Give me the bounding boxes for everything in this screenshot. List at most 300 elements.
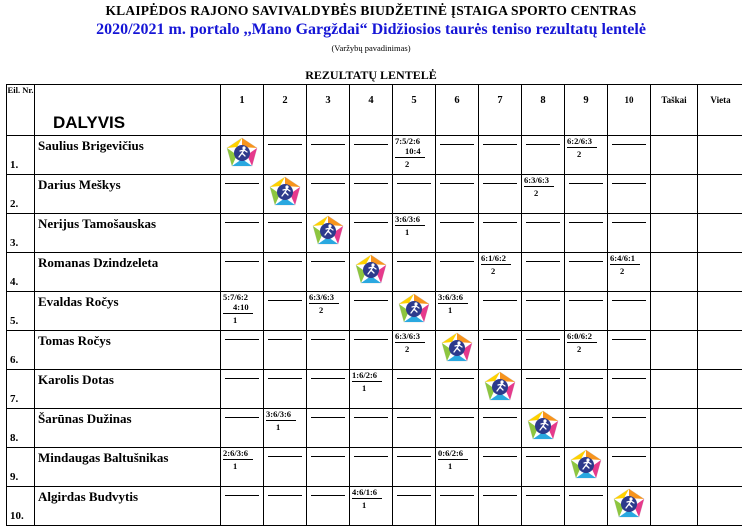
column-header-4: 4	[350, 85, 393, 136]
result-cell	[350, 253, 393, 292]
match-score	[481, 253, 511, 276]
match-score	[223, 448, 253, 471]
points-cell	[651, 331, 698, 370]
result-cell	[221, 409, 264, 448]
empty-dash	[268, 261, 302, 262]
result-cell	[479, 292, 522, 331]
result-cell	[565, 136, 608, 175]
result-cell	[264, 448, 307, 487]
place-cell	[698, 448, 742, 487]
participant-column-header: DALYVIS	[35, 85, 221, 136]
match-points: 1	[362, 500, 382, 510]
set-scores: 6:3/6:3	[309, 292, 339, 302]
result-cell	[393, 448, 436, 487]
match-score	[438, 292, 468, 315]
match-score	[352, 370, 382, 393]
participant-name: Šarūnas Dužinas	[35, 409, 221, 448]
empty-dash	[225, 495, 259, 496]
participant-name: Algirdas Budvytis	[35, 487, 221, 526]
empty-dash	[311, 417, 345, 418]
empty-dash	[225, 378, 259, 379]
empty-dash	[483, 417, 517, 418]
match-score	[223, 292, 253, 325]
result-cell	[221, 214, 264, 253]
result-cell	[522, 487, 565, 526]
results-table	[6, 84, 742, 526]
result-cell	[522, 292, 565, 331]
result-cell	[307, 175, 350, 214]
competition-title: 2020/2021 m. portalo ,,Mano Gargždai“ Didžiosios taurės teniso rezultatų lentelė	[0, 21, 742, 39]
points-cell	[651, 136, 698, 175]
empty-dash	[483, 144, 517, 145]
empty-dash	[397, 495, 431, 496]
table-row	[7, 136, 742, 175]
table-header-row	[7, 85, 742, 136]
set-scores: 3:6/3:6	[438, 292, 468, 302]
empty-dash	[268, 300, 302, 301]
result-cell	[393, 370, 436, 409]
table-row	[7, 331, 742, 370]
sports-center-logo-icon	[397, 293, 431, 325]
result-cell	[608, 370, 651, 409]
match-points: 2	[620, 266, 640, 276]
result-cell	[479, 136, 522, 175]
result-cell	[436, 448, 479, 487]
result-cell	[565, 448, 608, 487]
place-cell	[698, 409, 742, 448]
sports-center-logo-icon	[225, 137, 259, 169]
sports-center-logo-icon	[569, 449, 603, 481]
place-cell	[698, 292, 742, 331]
result-cell	[565, 331, 608, 370]
match-points: 2	[405, 159, 425, 169]
column-header-8: 8	[522, 85, 565, 136]
empty-dash	[440, 261, 474, 262]
table-row	[7, 487, 742, 526]
empty-dash	[526, 144, 560, 145]
score-divider	[610, 264, 640, 265]
organization-title: KLAIPĖDOS RAJONO SAVIVALDYBĖS BIUDŽETINĖ ĮSTAIGA SPORTO CENTRAS	[0, 3, 742, 19]
result-cell	[436, 370, 479, 409]
empty-dash	[569, 417, 603, 418]
row-number: 3.	[7, 214, 35, 253]
result-cell	[479, 409, 522, 448]
empty-dash	[225, 222, 259, 223]
participant-name: Tomas Ročys	[35, 331, 221, 370]
match-points: 2	[405, 344, 425, 354]
empty-dash	[397, 378, 431, 379]
result-cell	[608, 136, 651, 175]
empty-dash	[311, 339, 345, 340]
results-table-title: REZULTATŲ LENTELĖ	[0, 68, 742, 83]
score-divider	[524, 186, 554, 187]
result-cell	[264, 370, 307, 409]
result-cell	[565, 409, 608, 448]
sports-center-logo-icon	[354, 254, 388, 286]
result-cell	[264, 214, 307, 253]
empty-dash	[526, 456, 560, 457]
result-cell	[479, 214, 522, 253]
result-cell	[608, 448, 651, 487]
score-divider	[395, 225, 425, 226]
table-row	[7, 370, 742, 409]
empty-dash	[397, 261, 431, 262]
participant-name: Darius Meškys	[35, 175, 221, 214]
points-cell	[651, 448, 698, 487]
result-cell	[350, 136, 393, 175]
result-cell	[479, 253, 522, 292]
match-score	[352, 487, 382, 510]
score-divider	[223, 459, 253, 460]
empty-dash	[526, 222, 560, 223]
empty-dash	[612, 456, 646, 457]
tiebreak-score: 10:4	[405, 146, 425, 156]
result-cell	[565, 487, 608, 526]
row-number: 4.	[7, 253, 35, 292]
set-scores: 0:6/2:6	[438, 448, 468, 458]
sports-center-logo-icon	[483, 371, 517, 403]
place-cell	[698, 331, 742, 370]
row-number: 9.	[7, 448, 35, 487]
set-scores: 7:5/2:6	[395, 136, 425, 146]
result-cell	[522, 331, 565, 370]
points-cell	[651, 214, 698, 253]
empty-dash	[354, 339, 388, 340]
score-divider	[567, 342, 597, 343]
empty-dash	[354, 456, 388, 457]
column-header-3: 3	[307, 85, 350, 136]
result-cell	[393, 214, 436, 253]
set-scores: 4:6/1:6	[352, 487, 382, 497]
result-cell	[393, 136, 436, 175]
result-cell	[350, 448, 393, 487]
result-cell	[608, 292, 651, 331]
result-cell	[436, 214, 479, 253]
result-cell	[393, 331, 436, 370]
table-row	[7, 175, 742, 214]
points-column-header: Taškai	[651, 85, 698, 136]
result-cell	[393, 253, 436, 292]
set-scores: 6:2/6:3	[567, 136, 597, 146]
empty-dash	[225, 261, 259, 262]
match-points: 1	[448, 305, 468, 315]
points-cell	[651, 409, 698, 448]
column-header-1: 1	[221, 85, 264, 136]
score-divider	[438, 459, 468, 460]
set-scores: 6:0/6:2	[567, 331, 597, 341]
empty-dash	[311, 456, 345, 457]
empty-dash	[268, 222, 302, 223]
result-cell	[522, 370, 565, 409]
result-cell	[307, 370, 350, 409]
result-cell	[307, 292, 350, 331]
result-cell	[479, 331, 522, 370]
row-number: 2.	[7, 175, 35, 214]
result-cell	[221, 448, 264, 487]
empty-dash	[612, 183, 646, 184]
score-divider	[309, 303, 339, 304]
result-cell	[436, 292, 479, 331]
empty-dash	[526, 261, 560, 262]
result-cell	[436, 253, 479, 292]
result-cell	[221, 253, 264, 292]
empty-dash	[354, 300, 388, 301]
result-cell	[350, 409, 393, 448]
empty-dash	[311, 183, 345, 184]
empty-dash	[225, 339, 259, 340]
match-points: 1	[448, 461, 468, 471]
sports-center-logo-icon	[526, 410, 560, 442]
score-divider	[438, 303, 468, 304]
empty-dash	[268, 495, 302, 496]
sports-center-logo-icon	[311, 215, 345, 247]
result-cell	[565, 370, 608, 409]
table-row	[7, 214, 742, 253]
result-cell	[307, 448, 350, 487]
score-divider	[352, 381, 382, 382]
result-cell	[307, 253, 350, 292]
empty-dash	[612, 339, 646, 340]
tiebreak-score: 4:10	[233, 302, 253, 312]
empty-dash	[225, 417, 259, 418]
result-cell	[436, 487, 479, 526]
result-cell	[221, 136, 264, 175]
empty-dash	[268, 339, 302, 340]
score-divider	[266, 420, 296, 421]
empty-dash	[569, 261, 603, 262]
result-cell	[307, 331, 350, 370]
match-points: 2	[319, 305, 339, 315]
empty-dash	[354, 183, 388, 184]
set-scores: 6:3/6:3	[524, 175, 554, 185]
set-scores: 3:6/3:6	[266, 409, 296, 419]
match-points: 1	[276, 422, 296, 432]
empty-dash	[440, 144, 474, 145]
place-cell	[698, 175, 742, 214]
result-cell	[608, 253, 651, 292]
empty-dash	[612, 417, 646, 418]
empty-dash	[354, 144, 388, 145]
result-cell	[350, 175, 393, 214]
participant-name: Saulius Brigevičius	[35, 136, 221, 175]
result-cell	[436, 136, 479, 175]
empty-dash	[268, 144, 302, 145]
empty-dash	[311, 378, 345, 379]
match-points: 1	[405, 227, 425, 237]
match-points: 1	[233, 315, 253, 325]
result-cell	[608, 175, 651, 214]
result-cell	[565, 253, 608, 292]
empty-dash	[268, 378, 302, 379]
result-cell	[522, 253, 565, 292]
match-score	[309, 292, 339, 315]
empty-dash	[354, 417, 388, 418]
empty-dash	[354, 222, 388, 223]
empty-dash	[397, 417, 431, 418]
result-cell	[350, 370, 393, 409]
column-header-2: 2	[264, 85, 307, 136]
match-score	[524, 175, 554, 198]
score-divider	[223, 313, 253, 314]
result-cell	[264, 331, 307, 370]
points-cell	[651, 292, 698, 331]
result-cell	[350, 292, 393, 331]
match-score	[395, 331, 425, 354]
match-score	[438, 448, 468, 471]
result-cell	[393, 175, 436, 214]
place-cell	[698, 253, 742, 292]
table-row	[7, 448, 742, 487]
result-cell	[264, 175, 307, 214]
result-cell	[393, 487, 436, 526]
result-cell	[608, 214, 651, 253]
score-divider	[567, 147, 597, 148]
set-scores: 5:7/6:2	[223, 292, 253, 302]
result-cell	[221, 370, 264, 409]
result-cell	[350, 331, 393, 370]
column-header-7: 7	[479, 85, 522, 136]
column-header-6: 6	[436, 85, 479, 136]
result-cell	[522, 409, 565, 448]
column-header-5: 5	[393, 85, 436, 136]
participant-name: Mindaugas Baltušnikas	[35, 448, 221, 487]
competition-name-caption: (Varžybų pavadinimas)	[0, 43, 742, 53]
result-cell	[436, 409, 479, 448]
participant-name: Karolis Dotas	[35, 370, 221, 409]
match-score	[567, 136, 597, 159]
row-number: 1.	[7, 136, 35, 175]
match-score	[395, 136, 425, 169]
empty-dash	[612, 378, 646, 379]
match-points: 1	[233, 461, 253, 471]
match-points: 1	[362, 383, 382, 393]
result-cell	[608, 331, 651, 370]
result-cell	[221, 175, 264, 214]
sports-center-logo-icon	[612, 488, 646, 520]
result-cell	[393, 292, 436, 331]
empty-dash	[612, 222, 646, 223]
score-divider	[481, 264, 511, 265]
empty-dash	[397, 183, 431, 184]
sports-center-logo-icon	[440, 332, 474, 364]
result-cell	[479, 487, 522, 526]
empty-dash	[483, 339, 517, 340]
score-divider	[352, 498, 382, 499]
participant-name: Romanas Dzindzeleta	[35, 253, 221, 292]
row-number: 10.	[7, 487, 35, 526]
empty-dash	[225, 183, 259, 184]
result-cell	[264, 136, 307, 175]
match-points: 2	[491, 266, 511, 276]
result-cell	[565, 175, 608, 214]
table-row	[7, 292, 742, 331]
result-cell	[522, 175, 565, 214]
empty-dash	[569, 222, 603, 223]
empty-dash	[483, 222, 517, 223]
empty-dash	[612, 300, 646, 301]
set-scores: 2:6/3:6	[223, 448, 253, 458]
participant-name: Nerijus Tamošauskas	[35, 214, 221, 253]
empty-dash	[440, 183, 474, 184]
empty-dash	[311, 495, 345, 496]
empty-dash	[526, 339, 560, 340]
empty-dash	[526, 495, 560, 496]
set-scores: 6:4/6:1	[610, 253, 640, 263]
set-scores: 3:6/3:6	[395, 214, 425, 224]
set-scores: 6:3/6:3	[395, 331, 425, 341]
empty-dash	[569, 183, 603, 184]
result-cell	[221, 292, 264, 331]
empty-dash	[311, 144, 345, 145]
match-score	[266, 409, 296, 432]
place-cell	[698, 370, 742, 409]
column-header-9: 9	[565, 85, 608, 136]
result-cell	[350, 214, 393, 253]
empty-dash	[440, 495, 474, 496]
empty-dash	[440, 222, 474, 223]
set-scores: 1:6/2:6	[352, 370, 382, 380]
empty-dash	[569, 495, 603, 496]
result-cell	[307, 136, 350, 175]
match-points: 2	[534, 188, 554, 198]
empty-dash	[483, 300, 517, 301]
empty-dash	[483, 183, 517, 184]
result-cell	[608, 409, 651, 448]
match-points: 2	[577, 344, 597, 354]
empty-dash	[526, 300, 560, 301]
row-number: 8.	[7, 409, 35, 448]
empty-dash	[483, 456, 517, 457]
result-cell	[522, 448, 565, 487]
result-cell	[436, 331, 479, 370]
empty-dash	[483, 495, 517, 496]
place-cell	[698, 136, 742, 175]
empty-dash	[268, 456, 302, 457]
result-cell	[479, 448, 522, 487]
empty-dash	[569, 378, 603, 379]
empty-dash	[612, 144, 646, 145]
result-cell	[264, 253, 307, 292]
result-cell	[307, 214, 350, 253]
result-cell	[479, 370, 522, 409]
table-row	[7, 409, 742, 448]
result-cell	[221, 331, 264, 370]
match-points: 2	[577, 149, 597, 159]
result-cell	[307, 409, 350, 448]
result-cell	[264, 409, 307, 448]
nr-column-header: Eil. Nr.	[7, 85, 35, 136]
row-number: 5.	[7, 292, 35, 331]
match-score	[610, 253, 640, 276]
empty-dash	[311, 261, 345, 262]
column-header-10: 10	[608, 85, 651, 136]
result-cell	[350, 487, 393, 526]
result-cell	[221, 487, 264, 526]
points-cell	[651, 253, 698, 292]
result-cell	[307, 487, 350, 526]
place-cell	[698, 214, 742, 253]
set-scores: 6:1/6:2	[481, 253, 511, 263]
score-divider	[395, 157, 425, 158]
result-cell	[436, 175, 479, 214]
table-row	[7, 253, 742, 292]
empty-dash	[440, 417, 474, 418]
result-cell	[522, 214, 565, 253]
result-cell	[264, 292, 307, 331]
result-cell	[608, 487, 651, 526]
result-cell	[479, 175, 522, 214]
place-column-header: Vieta	[698, 85, 742, 136]
